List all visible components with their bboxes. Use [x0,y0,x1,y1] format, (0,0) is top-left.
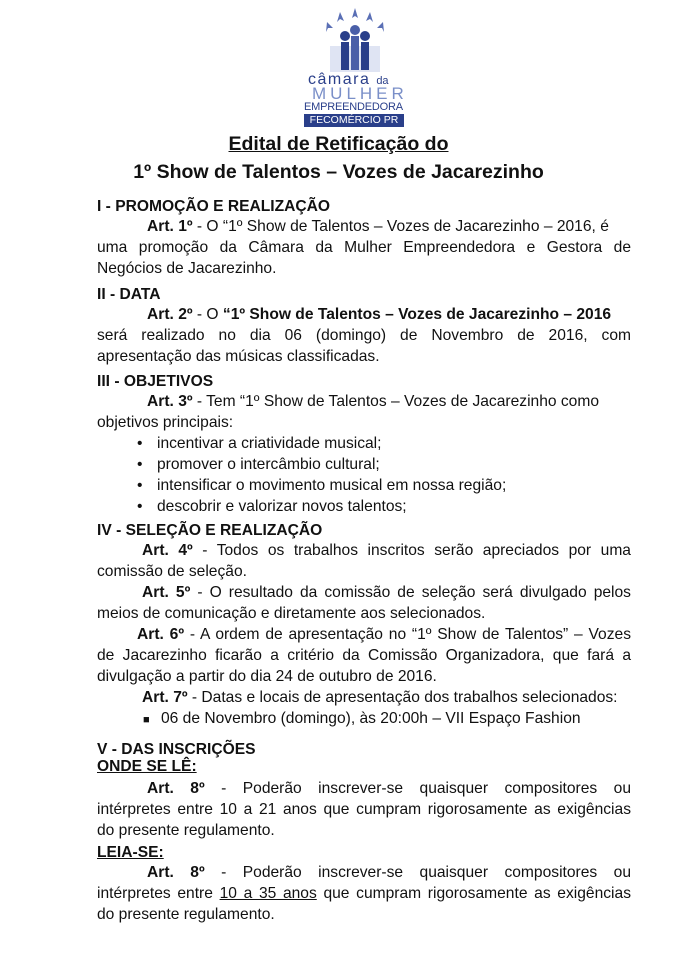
article-1-line-1: Art. 1º - O “1º Show de Talentos – Vozes de Jacarezinho – 2016, é [147,218,609,235]
age-range-highlight: 10 a 35 anos [219,885,317,902]
logo-emblem-icon [300,6,410,76]
article-4-line-1: Art. 4º - Todos os trabalhos inscritos serão apreciados por uma [142,542,631,559]
section-heading-2: II - DATA [97,286,161,303]
article-4-line-2: comissão de seleção. [97,563,247,580]
logo-text-camara: câmara da [308,71,389,88]
leia-se-label: LEIA-SE: [97,844,164,861]
article-8-original-line-2: intérpretes entre 10 a 21 anos que cumpram rigorosamente as exigências [97,801,631,818]
article-2-line-1: Art. 2º - O “1º Show de Talentos – Vozes de Jacarezinho – 2016 [147,306,612,323]
article-1-line-2: uma promoção da Câmara da Mulher Empreendedora e Gestora de [97,239,631,256]
document-title: Edital de Retificação do [228,133,449,155]
article-8-corrected-line-2: intérpretes entre 10 a 35 anos que cumpram rigorosamente as exigências [97,885,631,902]
bullet-icon: • [137,498,143,515]
article-8-original-line-1: Art. 8º - Poderão inscrever-se quaisquer compositores ou [147,780,631,797]
article-6-line-1: Art. 6º - A ordem de apresentação no “1º Show de Talentos” – Vozes [137,626,631,643]
article-2-line-3: apresentação das músicas classificadas. [97,348,380,365]
list-item: • descobrir e valorizar novos talentos; [137,496,407,518]
logo-text-empreendedora: EMPREENDEDORA [304,101,403,113]
logo-text-mulher: MULHER [312,84,408,103]
article-8-corrected-line-3: do presente regulamento. [97,906,275,923]
article-6-line-2: de Jacarezinho ficarão a critério da Comissão Organizadora, que fará a [97,647,631,664]
article-1-line-3: Negócios de Jacarezinho. [97,260,277,277]
document-subtitle: 1º Show de Talentos – Vozes de Jacarezinho [133,161,544,183]
section-heading-4: IV - SELEÇÃO E REALIZAÇÃO [97,522,323,539]
bullet-icon: • [137,435,143,452]
article-5-line-1: Art. 5º - O resultado da comissão de seleção será divulgado pelos [142,584,631,601]
logo-text-fecomercio: FECOMÉRCIO PR [304,114,404,127]
list-item: • promover o intercâmbio cultural; [137,454,380,476]
article-5-line-2: meios de comunicação e diretamente aos selecionados. [97,605,486,622]
bullet-icon: • [137,456,143,473]
section-heading-3: III - OBJETIVOS [97,373,214,390]
article-6-line-3: divulgação a partir do dia 24 de outubro de 2016. [97,668,437,685]
article-2-line-2: será realizado no dia 06 (domingo) de Novembro de 2016, com [97,327,631,344]
article-8-original-line-3: do presente regulamento. [97,822,275,839]
list-item: ■ 06 de Novembro (domingo), às 20:00h – VII Espaço Fashion [143,708,581,732]
list-item: • intensificar o movimento musical em nossa região; [137,475,506,497]
article-7-line-1: Art. 7º - Datas e locais de apresentação dos trabalhos selecionados: [142,689,618,706]
logo [300,6,410,128]
bullet-icon: • [137,477,143,494]
list-item: • incentivar a criatividade musical; [137,433,381,455]
article-8-corrected-line-1: Art. 8º - Poderão inscrever-se quaisquer compositores ou [147,864,631,881]
square-bullet-icon: ■ [143,714,150,726]
article-3-line-1: Art. 3º - Tem “1º Show de Talentos – Vozes de Jacarezinho como [147,393,600,410]
section-heading-5: V - DAS INSCRIÇÕES [97,741,256,758]
onde-se-le-label: ONDE SE LÊ: [97,758,197,775]
article-3-line-2: objetivos principais: [97,414,234,431]
section-heading-1: I - PROMOÇÃO E REALIZAÇÃO [97,198,331,215]
